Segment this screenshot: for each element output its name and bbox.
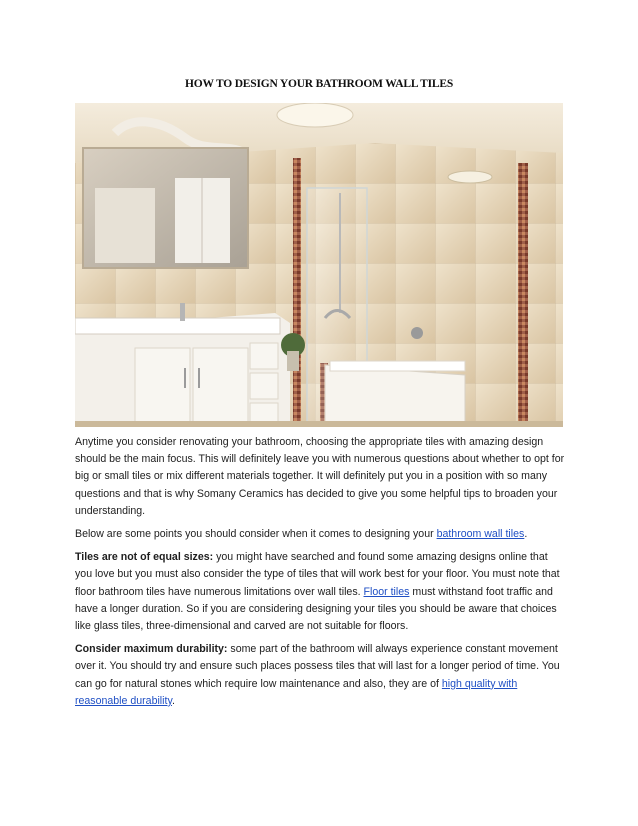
durability-text: some part of the bathroom will always experience constant movement over it. You should try and ensure such places possess tiles that will last for a longer period of time. You can go for natural stones which require low maintenance and also, they are of: [75, 643, 560, 690]
bathroom-photo: [75, 103, 563, 427]
paragraph-intro: [75, 434, 565, 520]
paragraph-tile-sizes: [75, 549, 565, 635]
durability-text-end: .: [171, 694, 175, 707]
tile-sizes-text: you might have searched and found some amazing designs online that you love but you must also consider the type of tiles that will work best for your floor. You must note that floor bathroom tiles have numerous limitations over wall tiles.: [75, 551, 560, 598]
bathroom-wall-tiles-link[interactable]: bathroom wall tiles: [436, 528, 525, 541]
tile-sizes-text-end: must withstand foot traffic and have a longer duration. So if you are considering designing your tiles you should be aware that choices like glass tiles, three-dimensional and carved are not suitable for floors.: [75, 585, 557, 633]
article-body: [75, 434, 565, 716]
paragraph-points: [75, 526, 565, 543]
paragraph-intro-text: Anytime you consider renovating your bathroom, choosing the appropriate tiles with amazing design should be the main focus. This will definitely leave you with numerous questions about whether to opt for big or small tiles or mix different materials together. It will definitely put you in a position with so many questions and that is why Somany Ceramics has decided to give you some helpful tips to broaden your understanding.: [75, 436, 565, 517]
tile-sizes-heading: Tiles are not of equal sizes:: [75, 551, 214, 564]
paragraph-points-end: .: [524, 528, 528, 541]
high-quality-link[interactable]: high quality with reasonable durability: [75, 677, 518, 707]
page-title: HOW TO DESIGN YOUR BATHROOM WALL TILES: [184, 78, 454, 90]
paragraph-durability: [75, 641, 565, 710]
floor-tiles-link[interactable]: Floor tiles: [363, 585, 410, 598]
paragraph-points-text: Below are some points you should consider when it comes to designing your: [75, 528, 437, 541]
durability-heading: Consider maximum durability:: [75, 643, 228, 656]
